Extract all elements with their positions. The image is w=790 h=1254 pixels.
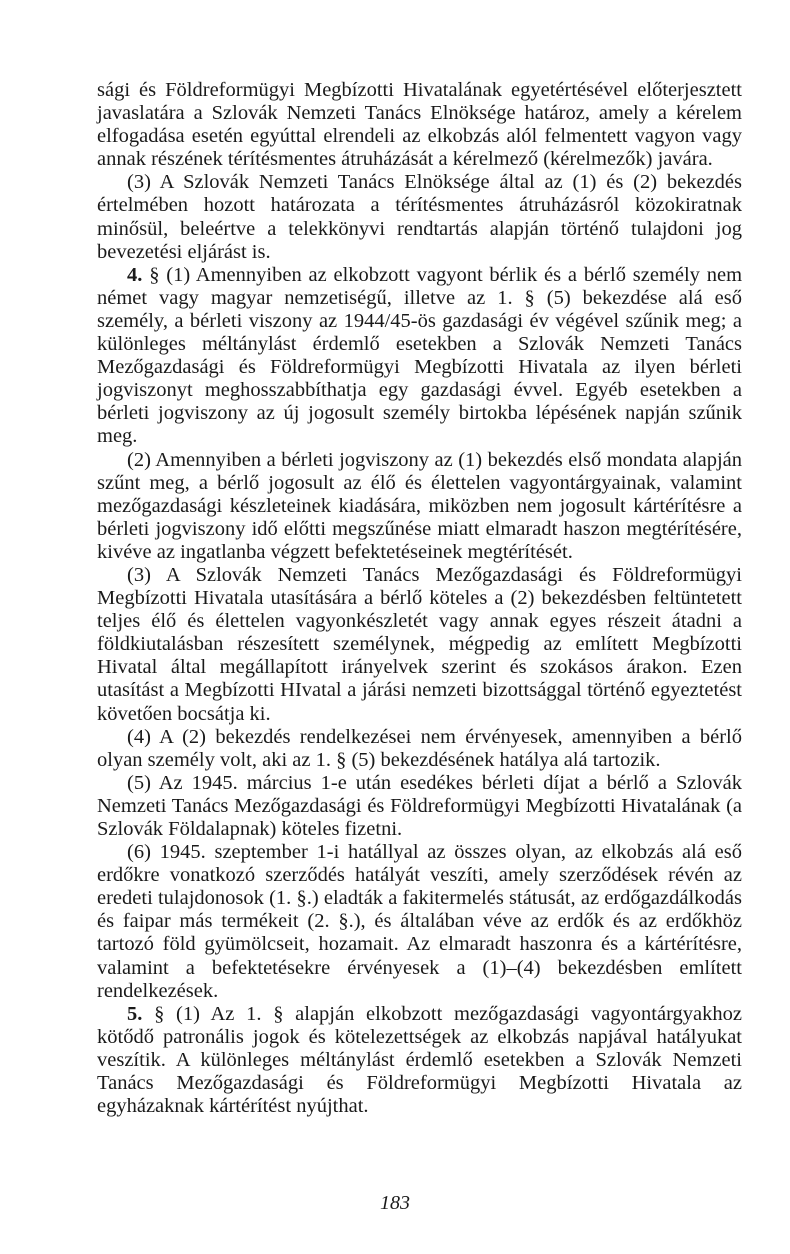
- document-body: [97, 79, 742, 1118]
- paragraph-4-6: [97, 841, 742, 1003]
- paragraph-continuation: [97, 79, 742, 171]
- paragraph-text: (2) Amennyiben a bérleti jogviszony az (1) bekezdés első mondata alapján szűnt meg, a bérlő jogosult az élő és élettelen vagyontárgyainak, valamint mezőgazdasági készleteinek kiadására, miközben nem jogosult kártérítésre a bérleti jogviszony idő előtti megszűnése miatt elmaradt haszon megtérítésére, kivéve az ingatlanba végzett befektetéseinek megtérítését.: [97, 448, 742, 563]
- paragraph-4-4: [97, 726, 742, 772]
- page-number: 183: [380, 1192, 410, 1214]
- section-number: 5.: [127, 1002, 143, 1025]
- paragraph-4-5: [97, 772, 742, 841]
- paragraph-5-1: [97, 1003, 742, 1118]
- paragraph-text: (4) A (2) bekezdés rendelkezései nem érvényesek, amennyiben a bérlő olyan személy volt, aki az 1. § (5) bekezdésének hatálya alá tartozik.: [97, 725, 742, 771]
- paragraph-text: (3) A Szlovák Nemzeti Tanács Mezőgazdasági és Földreformügyi Megbízotti Hivatala utasítására a bérlő köteles a (2) bekezdésben feltüntetett teljes élő és élettelen vagyonkészletét vagy annak egyes részeit átadni a földkiutalásban részesített személynek, mégpedig az említett Megbízotti Hivatal által megállapított irányelvek szerint és szokásos árakon. Ezen utasítást a Megbízotti HIvatal a járási nemzeti bizottsággal történő egyeztetést követően bocsátja ki.: [97, 563, 742, 725]
- paragraph-text: (3) A Szlovák Nemzeti Tanács Elnöksége által az (1) és (2) bekezdés értelmében hozott határozata a térítésmentes átruházásról közokiratnak minősül, beleértve a telekkönyvi rendtartás alapján történő tulajdoni jog bevezetési eljárást is.: [97, 171, 742, 263]
- paragraph-text: sági és Földreformügyi Megbízotti Hivatalának egyetértésével előterjesztett javaslatára a Szlovák Nemzeti Tanács Elnöksége határoz, amely a kérelem elfogadása esetén egyúttal elrendeli az elkobzás alól felmentett vagyon vagy annak részének térítésmentes átruházását a kérelmező (kérelmezők) javára.: [97, 79, 742, 171]
- paragraph-text: § (1) Amennyiben az elkobzott vagyont bérlik és a bérlő személy nem német vagy magyar nemzetiségű, illetve az 1. § (5) bekezdése alá eső személy, a bérleti viszony az 1944/45-ös gazdasági év végével szűnik meg; a különleges méltánylást érdemlő esetekben a Szlovák Nemzeti Tanács Mezőgazdasági és Földreformügyi Megbízotti Hivatala az ilyen bérleti jogviszonyt meghosszabbíthatja egy gazdasági évvel. Egyéb esetekben a bérleti jogviszony az új jogosult személy birtokba lépésének napján szűnik meg.: [97, 263, 743, 448]
- paragraph-text: (6) 1945. szeptember 1-i hatállyal az összes olyan, az elkobzás alá eső erdőkre vonatkozó szerződés hatályát veszíti, amely szerződések révén az eredeti tulajdonosok (1. §.) eladták a fakitermelés státusát, az erdőgazdálkodás és faipar más termékeit (2. §.), és általában véve az erdők és az erdőkhöz tartozó föld gyümölcseit, hozamait. Az elmaradt haszonra és a kártérítésre, valamint a befektetésekre érvényesek a (1)–(4) bekezdésben említett rendelkezések.: [97, 841, 742, 1002]
- paragraph-text: § (1) Az 1. § alapján elkobzott mezőgazdasági vagyontárgyakhoz kötődő patronális jogok és kötelezettségek az elkobzás napjával hatályukat veszítik. A különleges méltánylást érdemlő esetekben a Szlovák Nemzeti Tanács Mezőgazdasági és Földreformügyi Megbízotti Hivatala az egyházaknak kártérítést nyújthat.: [97, 1002, 742, 1118]
- paragraph-4-1: [97, 264, 742, 449]
- paragraph-4-3: [97, 564, 742, 726]
- section-number: 4.: [127, 263, 143, 286]
- paragraph-3-3: [97, 171, 742, 263]
- paragraph-text: (5) Az 1945. március 1-e után esedékes bérleti díjat a bérlő a Szlovák Nemzeti Tanács Mezőgazdasági és Földreformügyi Megbízotti Hivatalának (a Szlovák Földalapnak) köteles fizetni.: [97, 771, 742, 840]
- paragraph-4-2: [97, 449, 742, 564]
